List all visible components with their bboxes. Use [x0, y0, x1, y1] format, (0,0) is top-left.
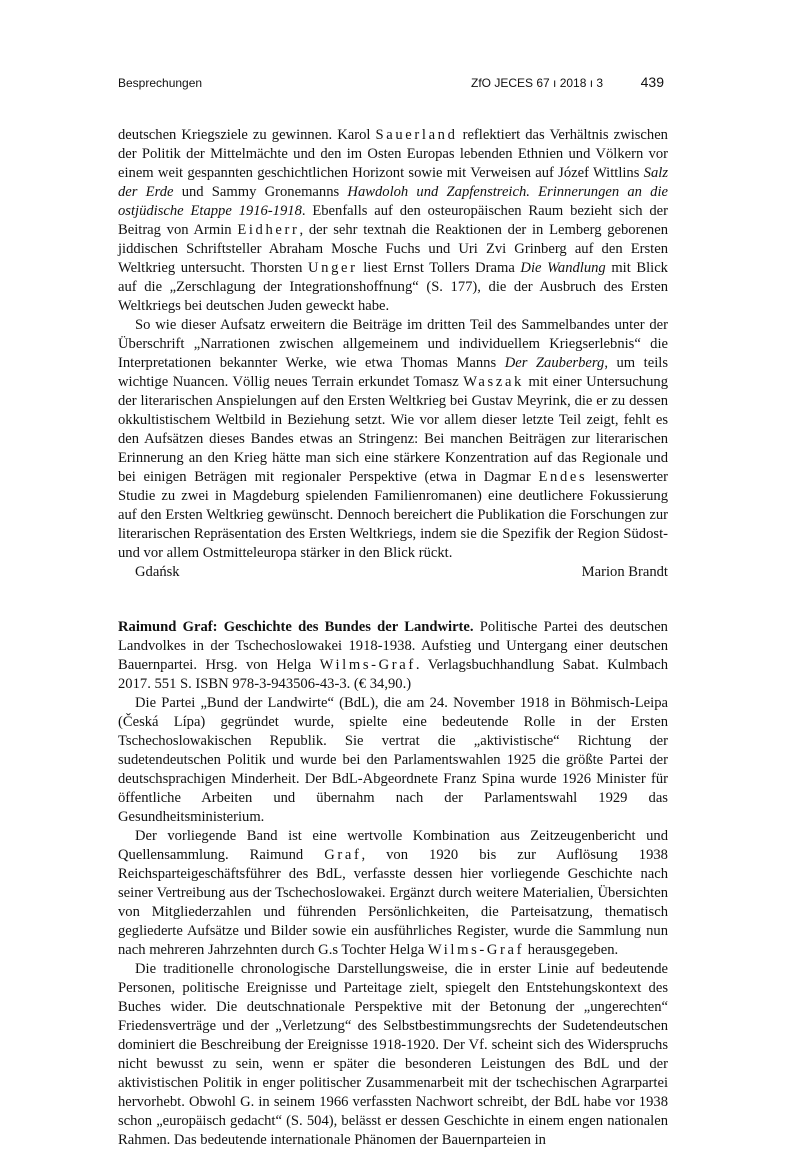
text: , der sehr textnah die Reaktionen der in Lemberg geborenen jiddischen Schriftsteller Abraham Mosche Fuchs und Uri Zvi Grinberg auf den Ersten Weltkrieg untersucht. Thorsten [118, 222, 668, 276]
text: mit einer Untersuchung der literarischen Anspielungen auf den Ersten Weltkrieg bei Gustav Meyrink, die er zu dessen okkultistischem Weltbild in Beziehung setzt. Wie vor allem dieser letzte Teil zeigt, fehlt es den Aufsätzen dieses Bandes etwas an Stringenz: Bei manchen Beiträgen zur literarischen Erinnerung an den Krieg hätte man sich eine stärkere Konzentration auf das Regionale und bei einigen Beträgen mit regionaler Perspektive (etwa in Dagmar [118, 374, 668, 485]
text: . Ebenfalls auf den osteuropäischen Raum bezieht sich der Beitrag von Armin [118, 203, 668, 238]
review1-paragraph-2 [118, 316, 668, 563]
text: reflektiert das Verhältnis zwischen der Politik der Mittelmächte und den im Osten Europas lebenden Ethnien und Völkern vor einem weit gespannten geschichtlichen Horizont sowie mit Verweisen auf Józef Wittlins [118, 127, 668, 181]
editor-name: Wilms-Graf [319, 657, 416, 673]
author-name: Unger [307, 260, 358, 276]
text: liest Ernst Tollers Drama [357, 260, 521, 276]
page-number: 439 [640, 74, 664, 90]
page-body [118, 126, 668, 1150]
text: und Sammy Gronemanns [173, 184, 348, 200]
text: , von 1920 bis zur Auflösung 1938 Reichsparteigeschäftsführer des BdL, verfasste dessen hier vorliegende Geschichte nach seiner Vertreibung aus der Tschechoslowakei. Ergänzt durch weitere Materialien, Übersichten von Mitgliederzahlen und führenden Persönlichkeiten, die Parteisatzung, thematisch gegliederte Aufsätze und Bilder sowie ein ausführliches Register, wurde die Sammlung nun nach mehreren Jahrzehnten durch G.s Tochter Helga [118, 847, 668, 958]
editor-name: Wilms-Graf [427, 942, 525, 958]
reviewer-name: Marion Brandt [581, 564, 668, 580]
author-name: Eidherr [237, 222, 300, 238]
section-gap [118, 582, 668, 618]
text: deutschen Kriegsziele zu gewinnen. Karol [118, 127, 376, 143]
text: herausgegeben. [524, 942, 619, 958]
text: So wie dieser Aufsatz erweitern die Beiträge im dritten Teil des Sammelbandes unter der Überschrift „Narrationen zwischen allgemeinem und individuellem Kriegserlebnis“ die Interpretationen bekannter Werke, wie etwa Thomas Manns [118, 317, 668, 371]
reviewer-place: Gdańsk [135, 564, 180, 580]
review2-paragraph-1: Die Partei „Bund der Landwirte“ (BdL), die am 24. November 1918 in Böhmisch-Leipa (Česká Lípa) gegründet wurde, spielte eine bedeutende Rolle in der Ersten Tschechoslowakischen Republik. Sie vertrat die „aktivistische“ Richtung der sudetendeutschen Politik und wurde bei den Parlamentswahlen 1925 die größte Partei der deutschsprachigen Minderheit. Der BdL-Abgeordnete Franz Spina wurde 1926 Minister für öffentliche Arbeiten und übernahm nach der Parlamentswahl 1929 das Gesundheitsministerium. [118, 695, 668, 825]
text: mit Blick auf die „Zerschlagung der Integrationshoffnung“ (S. 177), die der Ausbruch des Ersten Weltkriegs bei deutschen Juden geweckt habe. [118, 260, 668, 314]
book-title: Die Wandlung [520, 260, 606, 276]
book-title: Salz der Erde [118, 165, 668, 200]
running-header [118, 74, 668, 94]
review1-signature [118, 563, 668, 582]
text: , um teils wichtige Nuancen. Völlig neues Terrain erkundet Tomasz [118, 355, 669, 390]
section-title: Besprechungen [118, 76, 203, 90]
review2-author-title: Raimund Graf: Geschichte des Bundes der Landwirte. [118, 619, 474, 635]
text: . Verlagsbuchhandlung Sabat. Kulmbach 2017. 551 S. ISBN 978-3-943506-43-3. (€ 34,90.) [118, 657, 669, 692]
author-name: Endes [538, 469, 588, 485]
text: Politische Partei des deutschen Landvolkes in der Tschechoslowakei 1918-1938. Aufstieg und Untergang einer deutschen Bauernpartei. Hrsg. von Helga [118, 619, 668, 673]
book-title: Hawdoloh und Zapfenstreich. Erinnerungen an die ostjüdische Etappe 1916-1918 [118, 184, 669, 219]
review2-paragraph-3: Die traditionelle chronologische Darstellungsweise, die in erster Linie auf bedeutende Personen, politische Ereignisse und Parteitage zielt, spiegelt den Entstehungskontext des Buches wider. Die deutschnationale Perspektive mit der Betonung der „ungerechten“ Friedensverträge und der „Verletzung“ des Selbstbestimmungsrechts der Sudetendeutschen dominiert die Beschreibung der Ereignisse 1918-1920. Der Vf. scheint sich des Widerspruchs nicht bewusst zu sein, wenn er später die besonderen Leistungen des BdL und der aktivistischen Politik in enger politischer Zusammenarbeit mit der tschechischen Agrarpartei hervorhebt. Obwohl G. in seinem 1966 verfassten Nachwort schreibt, der BdL habe vor 1938 schon „europäisch gedacht“ (S. 504), belässt er dessen Geschichte in einem engen nationalen Rahmen. Das bedeutende internationale Phänomen der Bauernparteien in [118, 961, 668, 1148]
text: lesenswerter Studie zu zwei in Magdeburg spielenden Familienromanen) eine deutlichere Fokussierung auf den Ersten Weltkrieg gewünscht. Dennoch bereichert die Publikation die Forschungen zur literarischen Repräsentation des Ersten Weltkriegs, indem sie die Spezifik der Region Südost- und vor allem Ostmitteleuropa stärker in den Blick rückt. [118, 469, 668, 561]
review2-paragraph-2 [118, 827, 668, 960]
text: Der vorliegende Band ist eine wertvolle Kombination aus Zeitzeugenbericht und Quellensammlung. Raimund [118, 828, 668, 863]
review2-heading [118, 618, 668, 694]
author-name: Sauerland [375, 127, 458, 143]
author-name: Graf [324, 847, 362, 863]
book-title: Der Zauberberg [504, 355, 605, 371]
review1-paragraph-1 [118, 126, 668, 316]
author-name: Waszak [463, 374, 524, 390]
journal-info: ZfO JECES 67 ı 2018 ı 3 [471, 76, 604, 90]
